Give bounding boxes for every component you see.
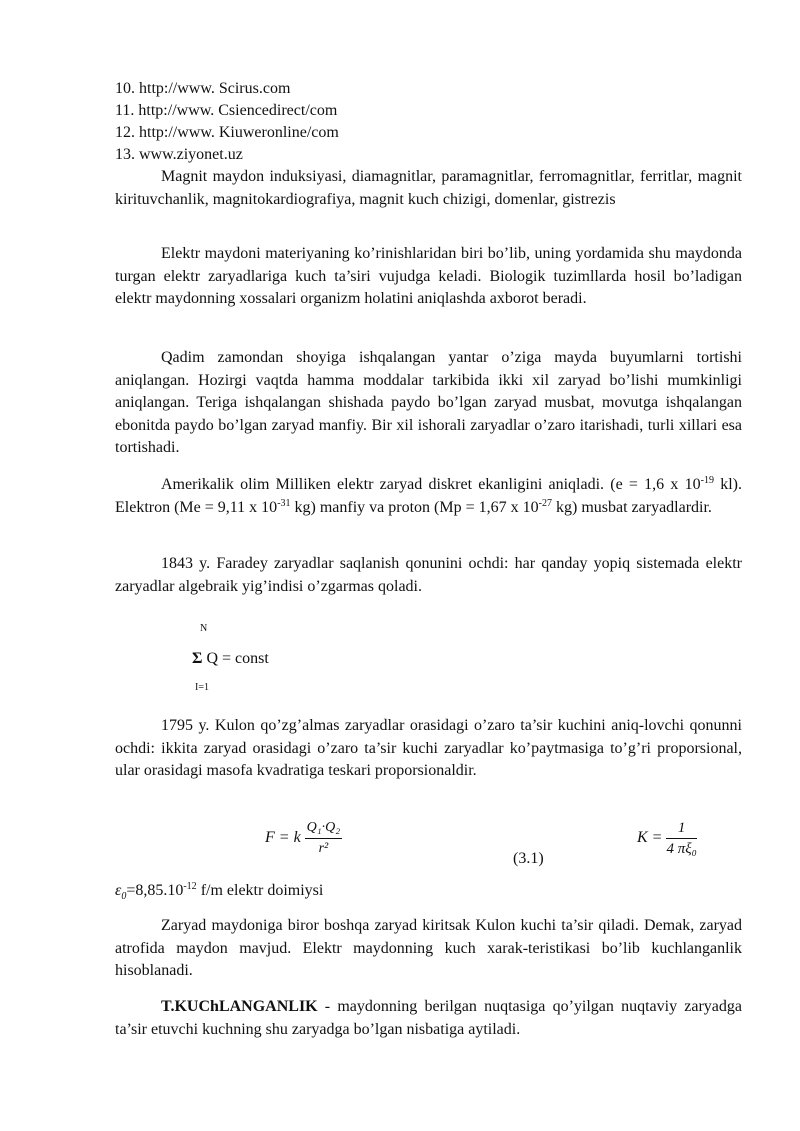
sum-upper-limit: N bbox=[200, 623, 208, 634]
reference-11[interactable]: 11. http://www. Csiencedirect/com bbox=[115, 102, 338, 119]
sigma-symbol: Σ bbox=[192, 650, 203, 667]
paragraph-coulomb: 1795 y. Kulon qo’zg’almas zaryadlar orasidagi o’zaro ta’sir kuchini aniq-lovchi qonunni ochdi: ikkita zaryad orasidagi o’zaro ta’sir kuchi zaryadlar ko’paytmasiga to’g’ri proporsional, ular orasidagi masofa kvadratiga teskari proporsionaldir. bbox=[115, 717, 742, 779]
k-formula: K = $\frac{1}{\text{4 πξ₀}}$ bbox=[637, 820, 697, 857]
sum-lower-limit: I=1 bbox=[195, 682, 209, 693]
k-numerator: 1 bbox=[666, 818, 696, 839]
epsilon-line: $\varepsilon_0=8,85.10^{-12}$ f/m elektr doimiysi bbox=[115, 881, 324, 903]
coulomb-formula: F = k $\frac{\text{Q₁·Q₂}}{\text{r²}}$ bbox=[265, 818, 342, 859]
paragraph-field-strength: Zaryad maydoniga biror boshqa zaryad kiritsak Kulon kuchi ta’sir qiladi. Demak, zaryad atrofida maydon mavjud. Elektr maydonning kuch xarak-teristikasi bo’lib kuchlanganlik hisoblanadi. bbox=[115, 917, 742, 979]
paragraph-electric-field: Elektr maydoni materiyaning ko’rinishlaridan biri bo’lib, uning yordamida shu maydonda turgan elektr zaryadlariga kuch ta’siri vujudga keladi. Biologik tuzimllarda hosil bo’ladigan elektr maydonning xossalari organizm holatini aniqlashda axborot beradi. bbox=[115, 245, 742, 307]
reference-13[interactable]: 13. www.ziyonet.uz bbox=[115, 146, 243, 163]
coulomb-numerator: Q₁·Q₂ bbox=[305, 818, 342, 839]
coulomb-denominator: r² bbox=[318, 841, 329, 856]
paragraph-faraday: 1843 y. Faradey zaryadlar saqlanish qonunini ochdi: har qanday yopiq sistemada elektr zaryadlar algebraik yig’indisi o’zgarmas qoladi. bbox=[115, 555, 742, 595]
keywords-paragraph: Magnit maydon induksiyasi, diamagnitlar, paramagnitlar, ferromagnitlar, ferritlar, magnit kirituvchanlik, magnitokardiografiya, magnit kuch chizigi, domenlar, gistrezis bbox=[115, 168, 742, 208]
reference-10[interactable]: 10. http://www. Scirus.com bbox=[115, 80, 291, 97]
reference-12[interactable]: 12. http://www. Kiuweronline/com bbox=[115, 124, 339, 141]
k-denominator: 4 πξ₀ bbox=[666, 841, 697, 857]
definition-term: T.KUChLANGANLIK bbox=[161, 998, 318, 1015]
equation-number: (3.1) bbox=[513, 850, 544, 867]
sum-formula: Σ Q = const bbox=[192, 650, 269, 667]
paragraph-definition: T.KUChLANGANLIK - maydonning berilgan nuqtasiga qo’yilgan nuqtaviy zaryadga ta’sir etuvchi kuchning shu zaryadga bo’lgan nisbatiga aytiladi. bbox=[115, 998, 742, 1038]
paragraph-millikan: Amerikalik olim Milliken elektr zaryad diskret ekanligini aniqladi. (e = 1,6 x $10^{-19}$ kl). Elektron (Me = 9,11 x $10^{-31}$ kg) manfiy va proton (Mp = 1,67 x $10^{-27}$ kg) musbat zaryadlardir. bbox=[115, 475, 743, 516]
paragraph-charges: Qadim zamondan shoyiga ishqalangan yantar o’ziga mayda buyumlarni tortishi aniqlangan. Hozirgi vaqtda hamma moddalar tarkibida ikki xil zaryad bo’lishi mumkinligi aniqlangan. Teriga ishqalangan shishada paydo bo’lgan zaryad musbat, movutga ishqalangan ebonitda paydo bo’lgan zaryad manfiy. Bir xil ishorali zaryadlar o’zaro itarishadi, turli xillari esa tortishadi. bbox=[115, 349, 742, 456]
